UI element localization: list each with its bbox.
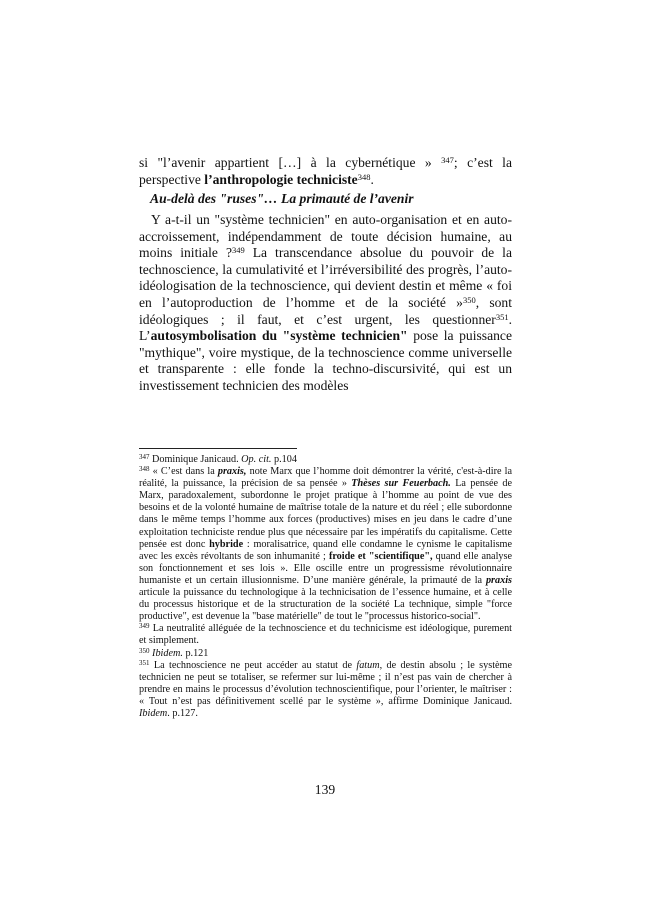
footnote-ref-347[interactable]: 347	[441, 155, 454, 165]
italic-term: Ibidem	[139, 707, 168, 719]
italic-term: fatum	[356, 659, 380, 671]
footnote-351	[139, 660, 512, 720]
text-run: si "l’avenir appartient […] à la cybernétique »	[139, 155, 442, 170]
text-run: pose la puissance "mythique", voire mystique, de la technoscience comme universelle et transparente : elle fonde la techno-discursivité, qui est un investissement technicien des modèles	[139, 328, 512, 393]
footnote-ref-349[interactable]: 349	[231, 245, 245, 256]
text-run: Dominique Janicaud.	[149, 454, 242, 465]
text-run: .	[370, 171, 374, 187]
footnote-number: 349	[139, 622, 150, 631]
text-run: quand elle analyse son fonctionnement et ses lois ». Elle oscille entre un progressisme révolutionnaire humaniste et un certain illusionnisme. D’une manière générale, la primauté de la	[139, 550, 512, 586]
footnote-348	[139, 466, 512, 623]
text-run: Y a-t-il un "système technicien" en auto-organisation et en auto-accroissement, indépendamment de toute décision humaine, au moins initiale ?	[139, 212, 512, 261]
bold-term: hybride	[209, 538, 244, 550]
footnote-number: 347	[139, 453, 150, 461]
footnote-ref-351[interactable]: 351	[495, 311, 509, 322]
italic-term: praxis	[485, 574, 512, 586]
text-run: ; c’est la perspective	[139, 155, 512, 187]
text-run: La transcendance absolue du pouvoir de la technoscience, la cumulativité et l’irréversibilité des progrès, l’auto-idéologisation de la technoscience, qui devient destin et même « foi en l’autoproduction de l’homme et de la société »	[139, 245, 512, 310]
footnote-number: 351	[139, 658, 150, 667]
text-run: note Marx que l’homme doit démontrer la vérité, c'est-à-dire la réalité, la puissance, la précision de sa pensée »	[139, 466, 512, 490]
text-run: La neutralité alléguée de la technoscience et du technicisme est idéologique, purement et simplement.	[139, 623, 512, 647]
italic-term: Ibidem.	[149, 647, 183, 659]
text-run: , sont idéologiques ; il faut, et c’est urgent, les questionner	[139, 294, 512, 327]
footnote-number: 348	[139, 465, 150, 474]
footnote-349	[139, 623, 512, 647]
text-run: articule la puissance du technologique à la technicisation de l’essence humaine, et à celle du processus historique et de la structuration de la société La technique, simple "force productive", est devenue la "base matérielle" de tout le "processus historico-social".	[139, 587, 512, 623]
bold-term: autosymbolisation du "système technicien"	[150, 328, 408, 344]
text-run: « C’est dans la	[149, 466, 218, 478]
footnote-separator	[139, 448, 297, 449]
text-run: . p.127.	[167, 707, 198, 719]
italic-term: praxis,	[217, 466, 247, 478]
text-run: p.104	[271, 454, 297, 465]
text-run: : moralisatrice, quand elle condamne le cynisme le capitalisme avec les excès révoltants de son inhumanité ;	[139, 538, 512, 562]
footnotes	[139, 454, 512, 720]
footnote-350	[139, 648, 512, 660]
section-heading: Au-delà des "ruses"… La primauté de l’avenir	[150, 191, 414, 206]
bold-term: froide et "scientifique",	[328, 550, 433, 562]
bold-term: l’anthropologie techniciste	[204, 171, 358, 187]
book-title: Thèses sur Feuerbach.	[351, 478, 451, 490]
footnote-ref-348[interactable]: 348	[357, 171, 371, 182]
page-number: 139	[314, 782, 336, 797]
paragraph-main	[139, 212, 512, 395]
footnote-ref-350[interactable]: 350	[462, 294, 476, 305]
text-run: p.121	[182, 647, 209, 659]
text-run: . L’	[139, 311, 512, 344]
footnote-347	[139, 454, 512, 466]
footnote-number: 350	[139, 646, 150, 655]
text-run: La technoscience ne peut accéder au statut de	[149, 659, 357, 671]
italic-term: Op. cit.	[241, 454, 272, 465]
text-run: , de destin absolu ; le système technicien ne peut se totaliser, se refermer sur lui-même ; il n’est pas vain de chercher à prendre en mains le processus d’évolution technoscientifique, pour l’orienter, le maîtriser : « Tout n’est pas définitivement scellé par le système », affirme Dominique Janicaud.	[139, 659, 512, 707]
paragraph-continuation	[139, 155, 512, 188]
text-run: La pensée de Marx, paradoxalement, subordonne le projet pratique à l’homme au point de vue des besoins et de la volonté humaine de maîtrise totale de la nature et du réel ; elle subordonne dans le même temps l’homme aux forces (productives) mises en jeu dans le cadre d’une exploitation techniciste rendue plus que nécessaire par les impératifs du capitalisme. Cette pensée est donc	[139, 478, 512, 550]
